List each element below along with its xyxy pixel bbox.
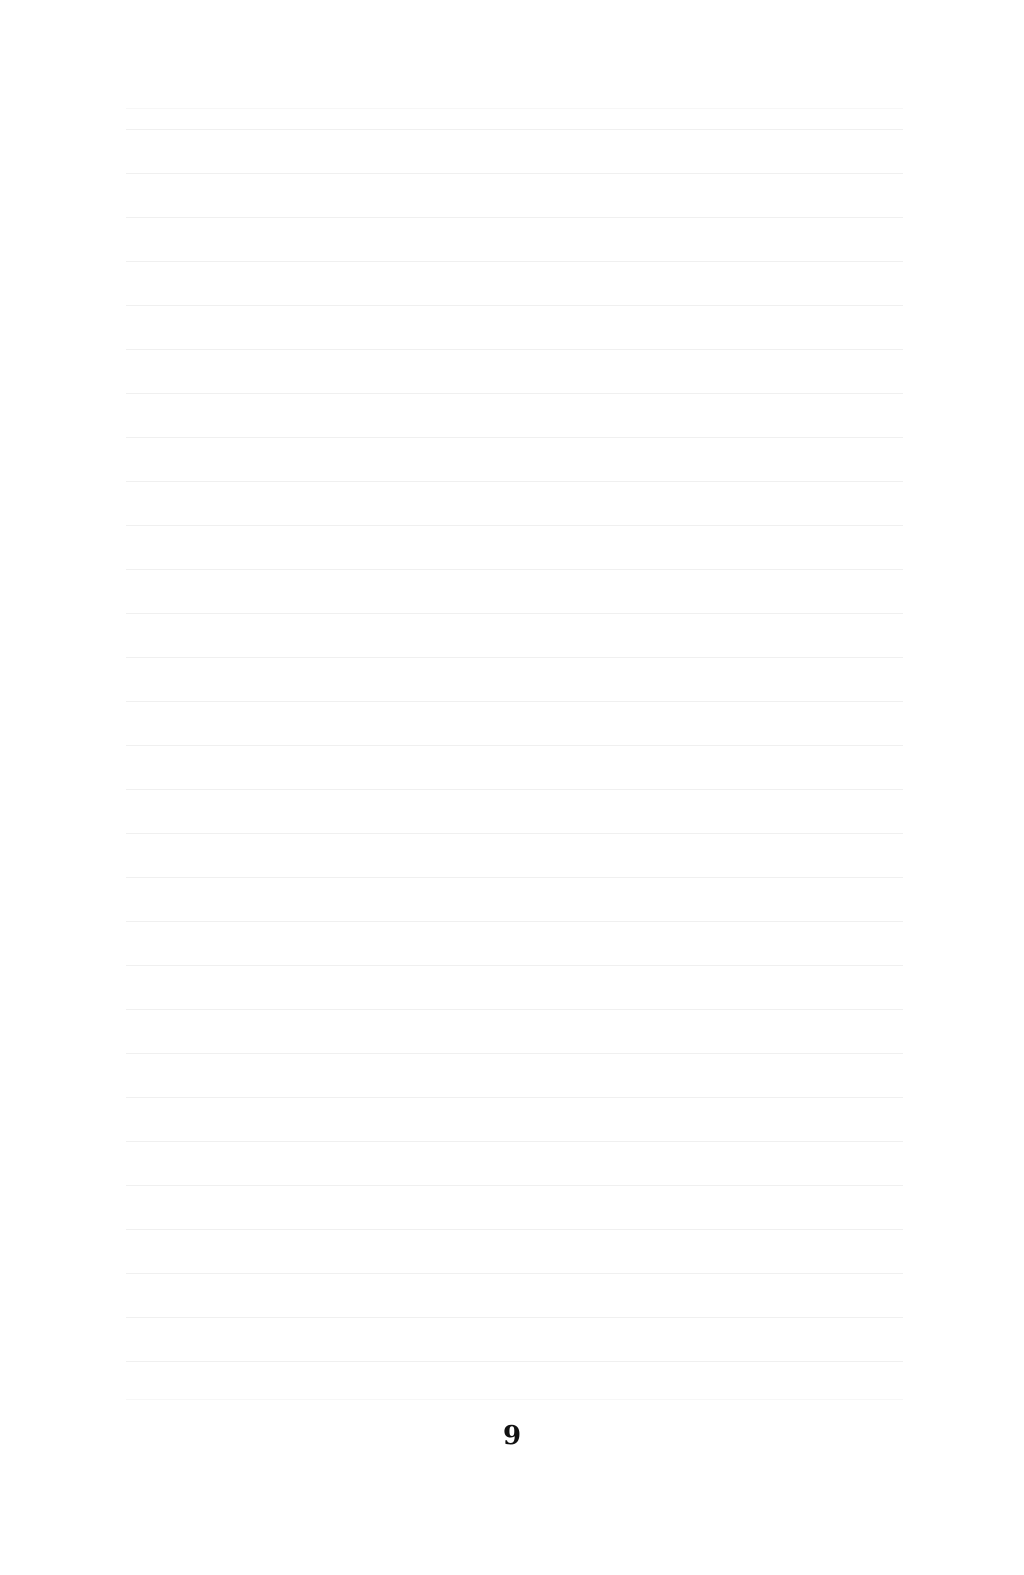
- text-line-guide: [126, 877, 903, 878]
- text-line-guide: [126, 1273, 903, 1274]
- text-line-guide: [126, 305, 903, 306]
- text-line-guide: [126, 569, 903, 570]
- text-line-guide: [126, 965, 903, 966]
- text-line-guide: [126, 701, 903, 702]
- text-line-guide: [126, 745, 903, 746]
- text-line-guide: [126, 1009, 903, 1010]
- text-line-guide: [126, 1141, 903, 1142]
- text-line-guide: [126, 1097, 903, 1098]
- body-text-block: [126, 108, 903, 1398]
- text-line-guide: [126, 437, 903, 438]
- text-line-guide: [126, 789, 903, 790]
- text-line-guide: [126, 217, 903, 218]
- text-line-guide: [126, 129, 903, 130]
- text-line-guide: [126, 921, 903, 922]
- body-text-region: [126, 108, 903, 1400]
- text-line-guide: [126, 613, 903, 614]
- text-line-guide: [126, 1317, 903, 1318]
- text-line-guide: [126, 1053, 903, 1054]
- page-number: 9: [502, 1421, 522, 1451]
- text-line-guide: [126, 261, 903, 262]
- text-line-guide: [126, 525, 903, 526]
- text-line-guide: [126, 833, 903, 834]
- text-line-guide: [126, 1185, 903, 1186]
- text-line-guide: [126, 1229, 903, 1230]
- text-line-guide: [126, 657, 903, 658]
- text-line-guide: [126, 481, 903, 482]
- text-line-guide: [126, 173, 903, 174]
- text-line-guide: [126, 349, 903, 350]
- text-line-guide: [126, 1361, 903, 1362]
- text-line-guide: [126, 393, 903, 394]
